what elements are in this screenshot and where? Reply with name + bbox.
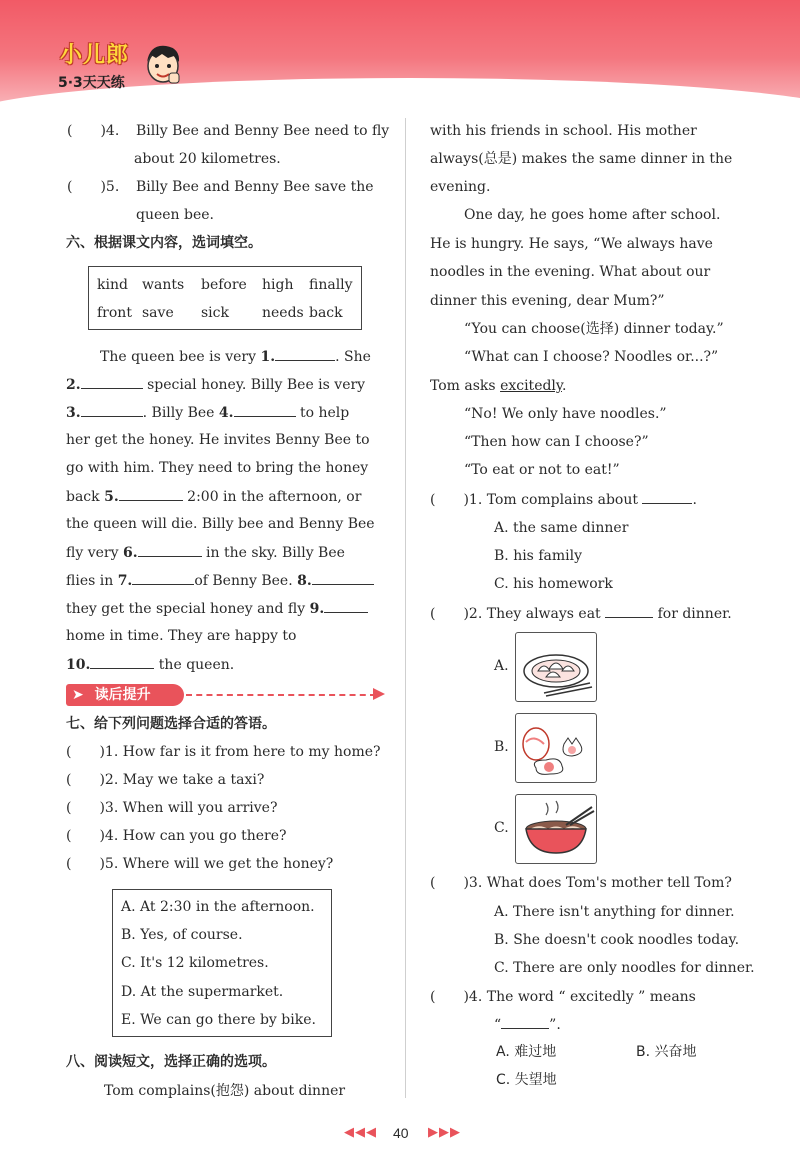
eggs-icon [516,714,596,782]
story-line: He is hungry. He says, “We always have [430,236,713,252]
sec7-answer: C. It's 12 kilometres. [121,955,269,971]
banner-label: 读后提升 [94,687,151,703]
passage-line: home in time. They are happy to [66,628,297,644]
option: A. There isn't anything for dinner. [494,904,735,920]
passage-line: her get the honey. He invites Benny Bee to [66,432,370,448]
option: C. 失望地 [496,1072,557,1088]
story-line: with his friends in school. His mother [430,123,697,139]
section-7-title: 七、给下列问题选择合适的答语。 [66,716,276,732]
option: A. the same dinner [494,520,629,536]
option: B. 兴奋地 [636,1044,697,1060]
underlined-word: excitedly [500,378,562,394]
option: A. 难过地 [496,1044,557,1060]
page-number: 40 [393,1125,409,1141]
q4-mark: ( )4. [67,123,120,139]
sec7-question: ( )2. May we take a taxi? [66,772,265,788]
section-banner [66,684,184,706]
sec7-answer: E. We can go there by bike. [121,1012,316,1028]
sec7-answer: D. At the supermarket. [121,984,284,1000]
dumplings-icon [516,633,596,701]
story-line: evening. [430,179,491,195]
sec7-answer: B. Yes, of course. [121,927,243,943]
blank-7[interactable] [132,571,194,585]
passage-line: fly very 6. in the sky. Billy Bee [66,545,345,561]
column-divider [405,118,406,1098]
blank-1[interactable] [275,347,335,361]
blank-8[interactable] [312,571,374,585]
sec7-question: ( )1. How far is it from here to my home? [66,744,381,760]
story-line: “Then how can I choose?” [464,434,649,450]
dumplings-picture [515,632,597,702]
passage-line: flies in 7. of Benny Bee. 8. [66,571,374,590]
story-line: One day, he goes home after school. [464,207,721,223]
banner-divider [186,694,376,696]
q5-statement-line2: queen bee. [136,207,214,223]
story-line: Tom complains(抱怨) about dinner [104,1083,346,1099]
blank-6[interactable] [138,543,202,557]
blank-4[interactable] [234,403,296,417]
story-line: Tom asks excitedly. [430,378,567,394]
brand-logo-text: 小儿郎 [60,43,130,68]
word-bank-word: before [201,277,247,293]
prev-page-arrows-icon: ◀◀◀ [344,1125,377,1140]
sec8-question-3: ( )3. What does Tom's mother tell Tom? [430,875,732,891]
banner-arrow-icon: ➤ [72,687,84,703]
passage-line: The queen bee is very 1. . She [100,349,371,365]
word-bank-word: front [97,305,132,321]
sec7-answer: A. At 2:30 in the afternoon. [121,899,315,915]
option-label: A. [494,658,509,674]
series-name: 5·3天天练 [58,75,125,91]
word-bank-word: sick [201,305,229,321]
story-line: “You can choose(选择) dinner today.” [464,321,724,337]
sec8-question-2: ( )2. They always eat for dinner. [430,606,732,622]
passage-line: go with him. They need to bring the honey [66,460,369,476]
word-bank-word: kind [97,277,128,293]
story-line: “What can I choose? Noodles or...?” [464,349,719,365]
sec7-question: ( )5. Where will we get the honey? [66,856,334,872]
option: B. She doesn't cook noodles today. [494,932,740,948]
next-page-arrows-icon: ▶▶▶ [428,1125,461,1140]
story-line: “To eat or not to eat!” [464,462,620,478]
story-line: dinner this evening, dear Mum?” [430,293,665,309]
story-line: noodles in the evening. What about our [430,264,711,280]
sec8-question-4-line2: “ ”. [494,1017,561,1033]
mascot-boy-icon [142,40,184,88]
passage-line: they get the special honey and fly 9. [66,599,368,618]
sec8-question-4: ( )4. The word “ excitedly ” means [430,989,696,1005]
word-bank-word: back [309,305,343,321]
passage-line: 2. special honey. Billy Bee is very [66,377,366,393]
arrow-right-icon [373,688,385,700]
noodles-picture [515,794,597,864]
sec8-question-1: ( )1. Tom complains about . [430,492,697,508]
word-bank-word: needs [262,305,304,321]
passage-line: back 5. 2:00 in the afternoon, or [66,489,362,505]
q5-mark: ( )5. [67,179,120,195]
word-bank-word: wants [142,277,185,293]
q4-statement-line2: about 20 kilometres. [134,151,281,167]
sec7-question: ( )3. When will you arrive? [66,800,278,816]
passage-line: 10. the queen. [66,657,235,673]
passage-line: the queen will die. Billy bee and Benny Bee [66,516,375,532]
answer-blank[interactable] [605,604,653,618]
word-bank-word: finally [309,277,353,293]
q5-statement-line1: Billy Bee and Benny Bee save the [136,179,374,195]
word-bank-word: high [262,277,294,293]
option: B. his family [494,548,582,564]
option: C. his homework [494,576,613,592]
blank-5[interactable] [119,487,183,501]
answer-blank[interactable] [501,1015,549,1029]
story-line: always(总是) makes the same dinner in the [430,151,733,167]
story-line: “No! We only have noodles.” [464,406,667,422]
option-label: C. [494,820,509,836]
section-8-title: 八、阅读短文，选择正确的选项。 [66,1054,276,1070]
blank-3[interactable] [81,403,143,417]
word-bank-word: save [142,305,174,321]
section-6-title: 六、根据课文内容，选词填空。 [66,235,262,251]
q4-statement-line1: Billy Bee and Benny Bee need to fly [136,123,390,139]
option-label: B. [494,739,509,755]
blank-9[interactable] [324,599,368,613]
noodles-icon [516,795,596,863]
passage-line: 3. . Billy Bee 4. to help [66,405,350,421]
option: C. There are only noodles for dinner. [494,960,755,976]
answer-blank[interactable] [642,490,692,504]
sec7-question: ( )4. How can you go there? [66,828,287,844]
blank-2[interactable] [81,375,143,389]
blank-10[interactable] [90,655,154,669]
eggs-picture [515,713,597,783]
